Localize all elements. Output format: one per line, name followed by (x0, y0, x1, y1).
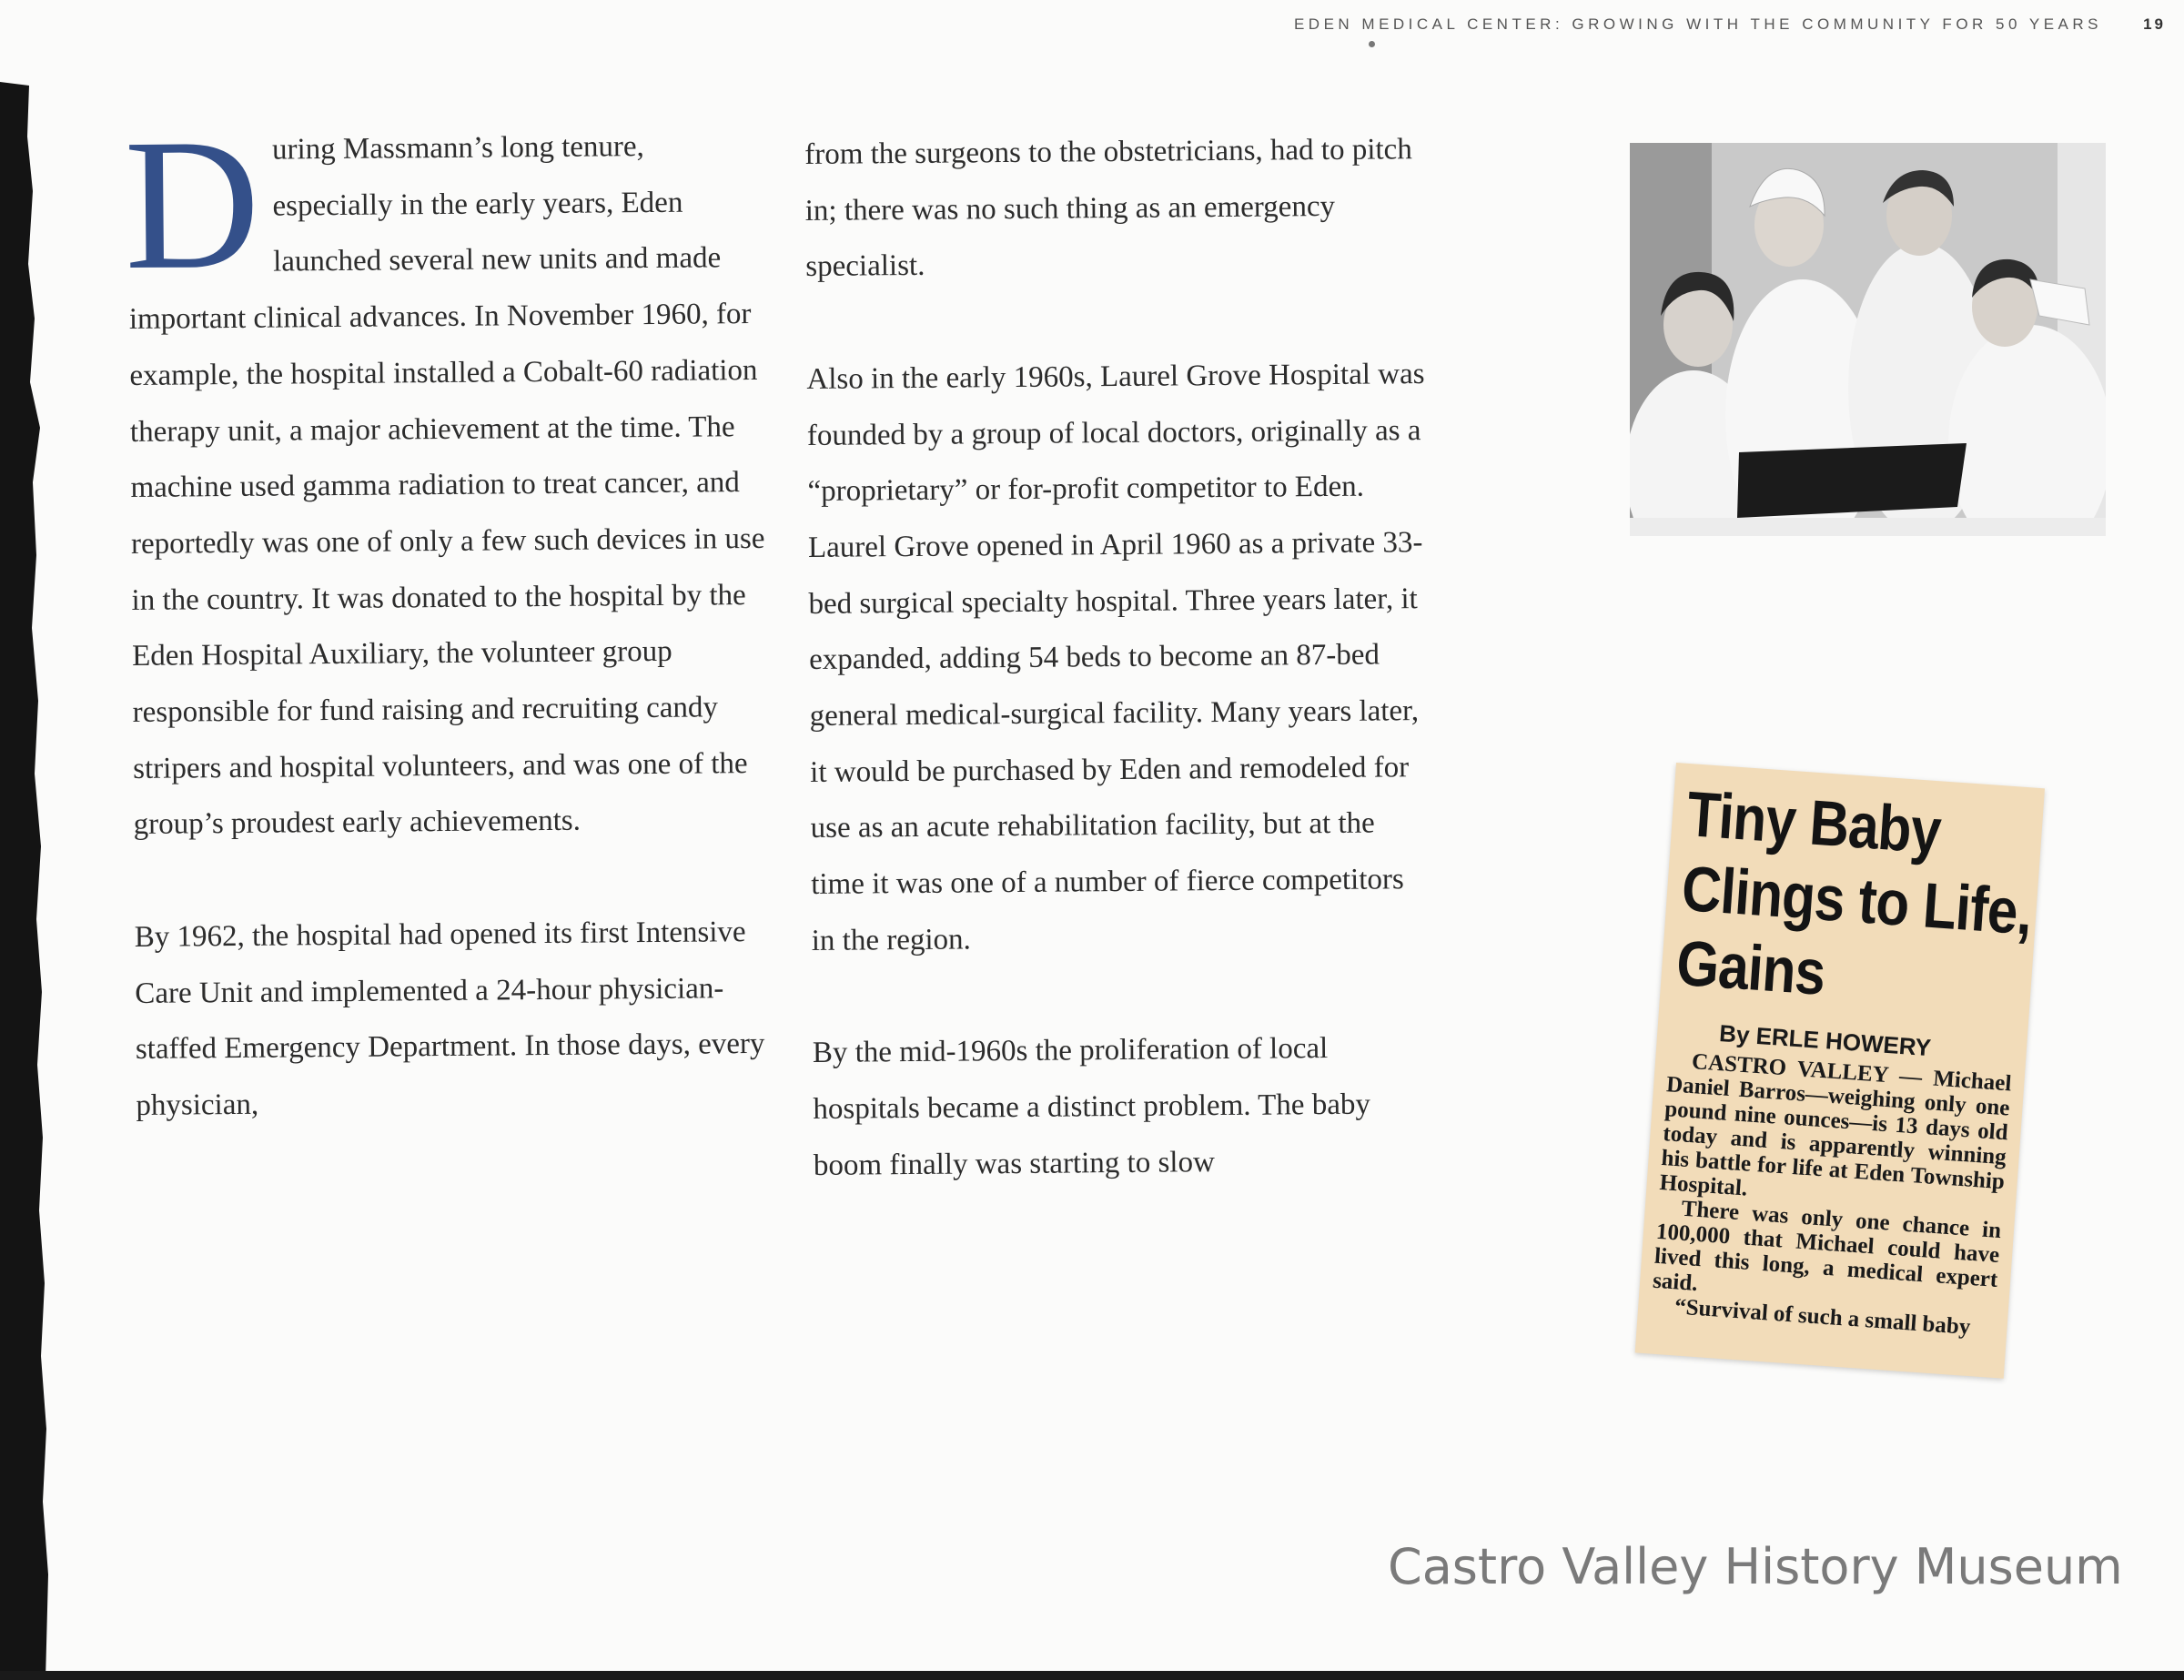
clipping-paragraph: There was only one chance in 100,000 that Michael could have lived this long, a medical expert said. (1652, 1196, 2002, 1296)
newspaper-clipping (1635, 763, 2045, 1379)
torn-page-edge (0, 82, 68, 1680)
nurses-photo (1630, 143, 2106, 536)
clipping-headline: Tiny Baby Clings to Life, Gains (1673, 778, 2035, 1008)
paragraph-text: uring Massmann’s long tenure, especially in the early years, Eden launched several new units and made important clinical advances. In November 1960, for example, the hospital installed a Cobalt-60 radiation therapy unit, a major achievement at the time. The machine used gamma radiation to treat cancer, and reportedly was one of only a few such devices in use in the country. It was donated to the hospital by the Eden Hospital Auxiliary, the volunteer group responsible for fund raising and recruiting candy stripers and hospital volunteers, and was one of the group’s proudest early achievements. (128, 130, 765, 842)
paragraph: By 1962, the hospital had opened its first Intensive Care Unit and implemented a 24-hour physician-staffed Emergency Department. In those days, every physician, (134, 915, 765, 1122)
bottom-page-edge (0, 1671, 2184, 1680)
clipping-body (1650, 1047, 2012, 1341)
paragraph (123, 98, 771, 854)
header-dot (1369, 41, 1375, 47)
paragraph: from the surgeons to the obstetricians, had to pitch in; there was no such thing as an emergency specialist. (804, 133, 1412, 284)
text-column-right (804, 122, 1432, 1194)
clipping-byline: By ERLE HOWERY (1718, 1019, 1932, 1062)
page-number: 19 (2143, 15, 2166, 33)
text-column-left (123, 98, 774, 1135)
running-header: EDEN MEDICAL CENTER: GROWING WITH THE COMMUNITY FOR 50 YEARS (1293, 15, 2102, 33)
museum-watermark: Castro Valley History Museum (1388, 1538, 2123, 1595)
clipping-paragraph: CASTRO VALLEY — Michael Daniel Barros—weighing only one pound nine ounces—is 13 days old today and is apparently winning his battle for life at Eden Township Hospital. (1658, 1049, 2013, 1201)
clipping-paragraph: “Survival of such a small baby (1673, 1294, 1972, 1341)
drop-cap: D (123, 98, 261, 309)
paragraph: By the mid-1960s the proliferation of local hospitals became a distinct problem. The baby boom finally was starting to slow (812, 1032, 1371, 1182)
paragraph: Also in the early 1960s, Laurel Grove Hospital was founded by a group of local doctors, originally as a “proprietary” or for-profit competitor to Eden. Laurel Grove opened in April 1960 as a private 33-bed surgical specialty hospital. Three years later, it expanded, adding 54 beds to become an 87-bed general medical-surgical facility. Many years later, it would be purchased by Eden and remodeled for use as an acute rehabilitation facility, but at the time it was one of a number of fierce competitors in the region. (806, 357, 1425, 957)
